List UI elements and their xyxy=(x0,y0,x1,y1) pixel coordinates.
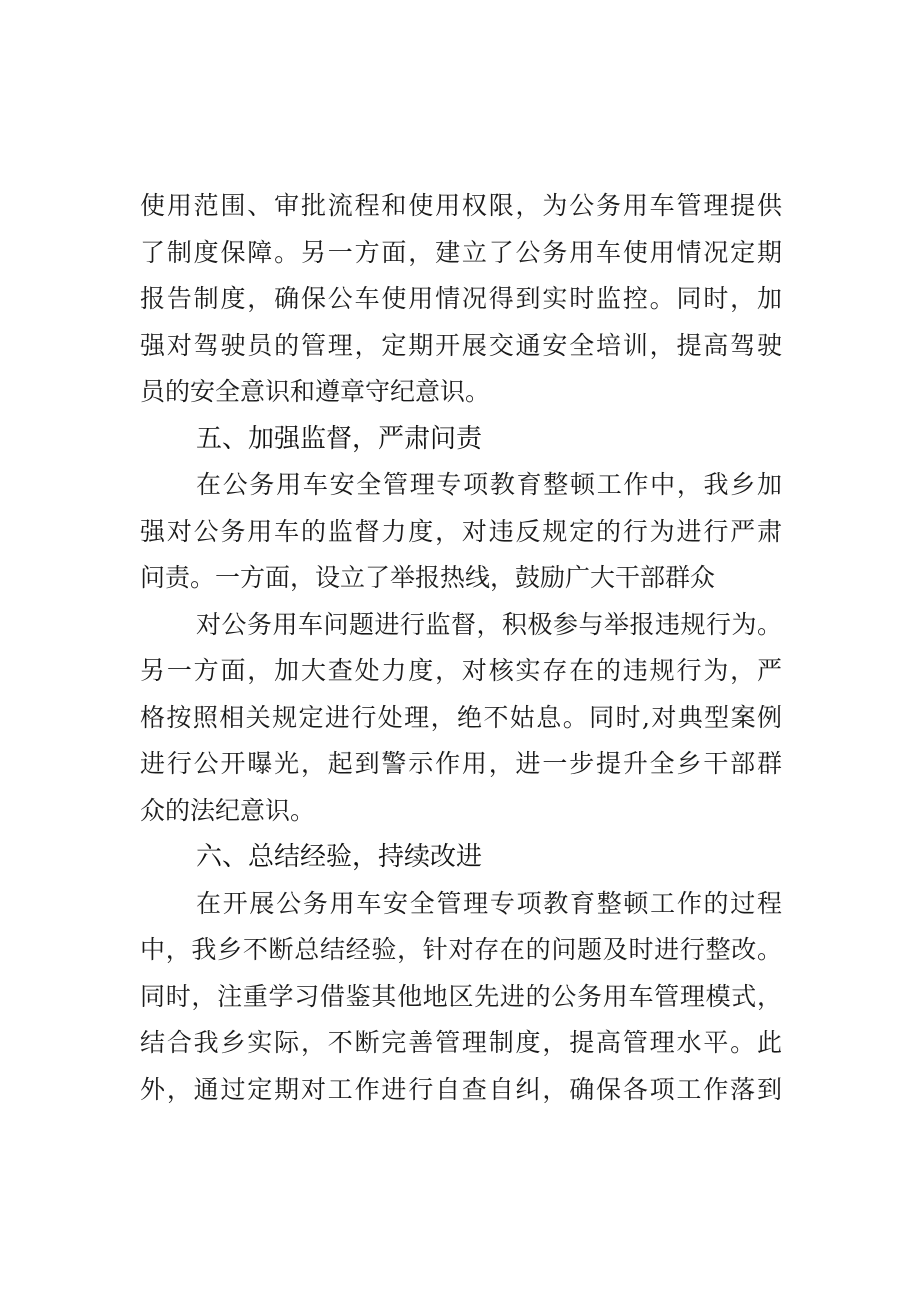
text-line: 另一方面，加大查处力度，对核实存在的违规行为，严 xyxy=(140,656,782,685)
section-heading-6: 六、总结经验，持续改进 xyxy=(196,842,483,872)
paragraph-2 xyxy=(140,462,782,602)
text-line: 结合我乡实际，不断完善管理制度，提高管理水平。此 xyxy=(140,1028,782,1057)
text-line: 强对公务用车的监督力度，对违反规定的行为进行严肃 xyxy=(140,516,782,546)
paragraph-4 xyxy=(140,881,782,1114)
text-line: 问责。一方面，设立了举报热线，鼓励广大干部群众 xyxy=(140,563,716,592)
document-body xyxy=(140,183,782,1113)
paragraph-3 xyxy=(140,602,782,835)
paragraph-1 xyxy=(140,183,782,416)
text-line: 使用范围、审批流程和使用权限，为公务用车管理提供 xyxy=(140,191,782,220)
text-line: 格按照相关规定进行处理，绝不姑息。同时,对典型案例 xyxy=(140,702,782,732)
text-line: 进行公开曝光，起到警示作用，进一步提升全乡干部群 xyxy=(140,749,782,778)
text-line: 众的法纪意识。 xyxy=(140,795,316,825)
text-line: 了制度保障。另一方面，建立了公务用车使用情况定期 xyxy=(140,237,782,267)
text-line: 强对驾驶员的管理，定期开展交通安全培训，提高驾驶 xyxy=(140,330,782,360)
text-line: 报告制度，确保公车使用情况得到实时监控。同时，加 xyxy=(140,284,782,313)
text-line: 同时，注重学习借鉴其他地区先进的公务用车管理模式， xyxy=(140,981,782,1011)
text-line: 中，我乡不断总结经验，针对存在的问题及时进行整改。 xyxy=(140,935,782,964)
text-line: 在开展公务用车安全管理专项教育整顿工作的过程 xyxy=(196,888,782,918)
text-line: 在公务用车安全管理专项教育整顿工作中，我乡加 xyxy=(196,470,782,499)
text-line: 对公务用车问题进行监督，积极参与举报违规行为。 xyxy=(196,609,782,639)
text-line: 员的安全意识和遵章守纪意识。 xyxy=(140,377,491,406)
section-heading-5: 五、加强监督，严肃问责 xyxy=(196,423,483,454)
text-line: 外，通过定期对工作进行自查自纠，确保各项工作落到 xyxy=(140,1074,782,1104)
